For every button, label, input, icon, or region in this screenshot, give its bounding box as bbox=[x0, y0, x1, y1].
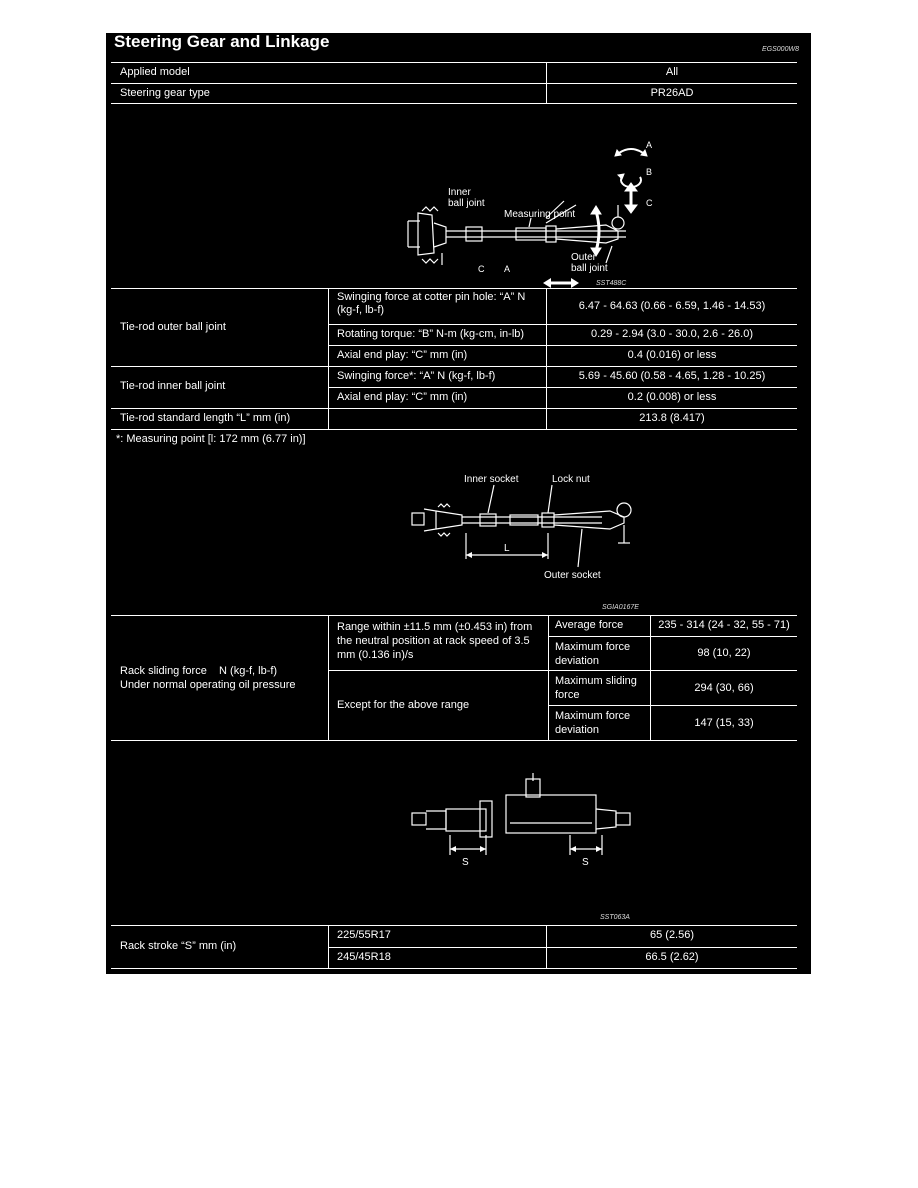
figure1-code: SST488C bbox=[596, 280, 627, 287]
rule bbox=[328, 288, 329, 429]
rule bbox=[328, 947, 797, 948]
tie-rod-outer-label: Tie-rod outer ball joint bbox=[120, 321, 226, 333]
fig1-label-inner: Inner bbox=[448, 187, 471, 198]
rule bbox=[328, 387, 797, 388]
rack-stroke-label: Rack stroke “S” mm (in) bbox=[120, 940, 237, 952]
rule bbox=[111, 408, 797, 409]
fig2-label-lock-nut: Lock nut bbox=[552, 474, 590, 485]
rack-force-range-label: Range within ±11.5 mm (±0.453 in) from the neutral position at rack speed of 3.5 mm (0.136 in)/s bbox=[337, 621, 533, 661]
section-code: EGS000W8 bbox=[762, 46, 799, 53]
tie-rod-inner-item: Axial end play: “C” mm (in) bbox=[337, 391, 468, 403]
rack-force-value: 235 - 314 (24 - 32, 55 - 71) bbox=[658, 619, 790, 631]
rule bbox=[111, 366, 797, 367]
rule bbox=[111, 103, 797, 104]
rule bbox=[548, 705, 797, 706]
rack-force-item: Maximum force deviation bbox=[555, 641, 631, 667]
rack-stroke-tire: 225/55R17 bbox=[337, 929, 391, 941]
applied-model-value: All bbox=[665, 66, 679, 78]
fig2-label-inner-socket: Inner socket bbox=[464, 474, 519, 485]
tie-rod-length-label: Tie-rod standard length “L” mm (in) bbox=[120, 412, 291, 424]
page-title: Steering Gear and Linkage bbox=[114, 32, 330, 51]
rule bbox=[111, 925, 797, 926]
fig1-label-outer-2: ball joint bbox=[571, 263, 608, 274]
tie-rod-outer-value: 6.47 - 64.63 (0.66 - 6.59, 1.46 - 14.53) bbox=[578, 300, 766, 312]
fig1-label-inner-2: ball joint bbox=[448, 198, 485, 209]
fig1-label-a: A bbox=[646, 140, 653, 150]
rule bbox=[111, 429, 797, 430]
rule bbox=[111, 83, 797, 84]
rack-force-value: 147 (15, 33) bbox=[694, 717, 754, 729]
fig1-label-c: C bbox=[646, 198, 653, 208]
rack-force-item: Average force bbox=[555, 619, 624, 631]
rule bbox=[111, 740, 797, 741]
fig2-label-outer-socket: Outer socket bbox=[544, 570, 601, 581]
applied-model-label: Applied model bbox=[120, 66, 190, 78]
fig3-label-s1: S bbox=[462, 857, 469, 868]
rule bbox=[328, 324, 797, 325]
rack-force-value: 98 (10, 22) bbox=[697, 647, 751, 659]
spec-sheet bbox=[106, 33, 811, 974]
fig1-label-measuring: Measuring point bbox=[504, 209, 576, 220]
fig1-label-b: B bbox=[646, 167, 653, 177]
tie-rod-length-figure bbox=[402, 463, 652, 583]
tie-rod-inner-item: Swinging force*: “A” N (kg-f, lb-f) bbox=[337, 370, 496, 382]
rule bbox=[111, 615, 797, 616]
fig1-label-c2: C bbox=[478, 264, 485, 274]
rack-stroke-tire: 245/45R18 bbox=[337, 951, 391, 963]
rack-stroke-value: 65 (2.56) bbox=[649, 929, 695, 941]
tie-rod-outer-item: Axial end play: “C” mm (in) bbox=[337, 349, 468, 361]
rule bbox=[328, 345, 797, 346]
rule bbox=[111, 62, 797, 63]
figure3-code: SST063A bbox=[600, 914, 630, 921]
gear-type-label: Steering gear type bbox=[120, 87, 210, 99]
tie-rod-outer-item: Rotating torque: “B” N-m (kg-cm, in-lb) bbox=[337, 328, 525, 340]
measuring-point-note: *: Measuring point [l: 172 mm (6.77 in)] bbox=[116, 433, 306, 445]
tie-rod-figure bbox=[396, 113, 656, 288]
rule bbox=[328, 615, 329, 740]
rule bbox=[328, 670, 797, 671]
tie-rod-length-value: 213.8 (8.417) bbox=[639, 412, 705, 424]
tie-rod-inner-label: Tie-rod inner ball joint bbox=[120, 380, 226, 392]
rack-force-item: Maximum force deviation bbox=[555, 710, 631, 736]
tie-rod-outer-value: 0.4 (0.016) or less bbox=[627, 349, 717, 361]
tie-rod-inner-value: 5.69 - 45.60 (0.58 - 4.65, 1.28 - 10.25) bbox=[578, 370, 766, 382]
tie-rod-outer-item: Swinging force at cotter pin hole: “A” N (kg-f, lb-f) bbox=[337, 291, 526, 316]
gear-type-value: PR26AD bbox=[650, 87, 694, 99]
rack-force-except-label: Except for the above range bbox=[337, 699, 470, 711]
rack-stroke-value: 66.5 (2.62) bbox=[645, 951, 699, 963]
rack-force-label: Rack sliding force N (kg-f, lb-f) Under normal operating oil pressure bbox=[120, 665, 296, 691]
rule bbox=[548, 636, 797, 637]
rack-force-item: Maximum sliding force bbox=[555, 675, 637, 701]
rule bbox=[111, 288, 797, 289]
fig1-label-outer: Outer bbox=[571, 252, 597, 263]
rack-stroke-figure bbox=[406, 773, 646, 873]
fig2-label-l: L bbox=[504, 543, 510, 554]
rule bbox=[548, 615, 549, 740]
rack-force-value: 294 (30, 66) bbox=[694, 682, 754, 694]
fig3-label-s2: S bbox=[582, 857, 589, 868]
tie-rod-inner-value: 0.2 (0.008) or less bbox=[627, 391, 717, 403]
rule bbox=[111, 968, 797, 969]
rule bbox=[328, 925, 329, 968]
tie-rod-outer-value: 0.29 - 2.94 (3.0 - 30.0, 2.6 - 26.0) bbox=[590, 328, 754, 340]
figure2-code: SGIA0167E bbox=[602, 604, 639, 611]
fig1-label-a2: A bbox=[504, 264, 511, 274]
